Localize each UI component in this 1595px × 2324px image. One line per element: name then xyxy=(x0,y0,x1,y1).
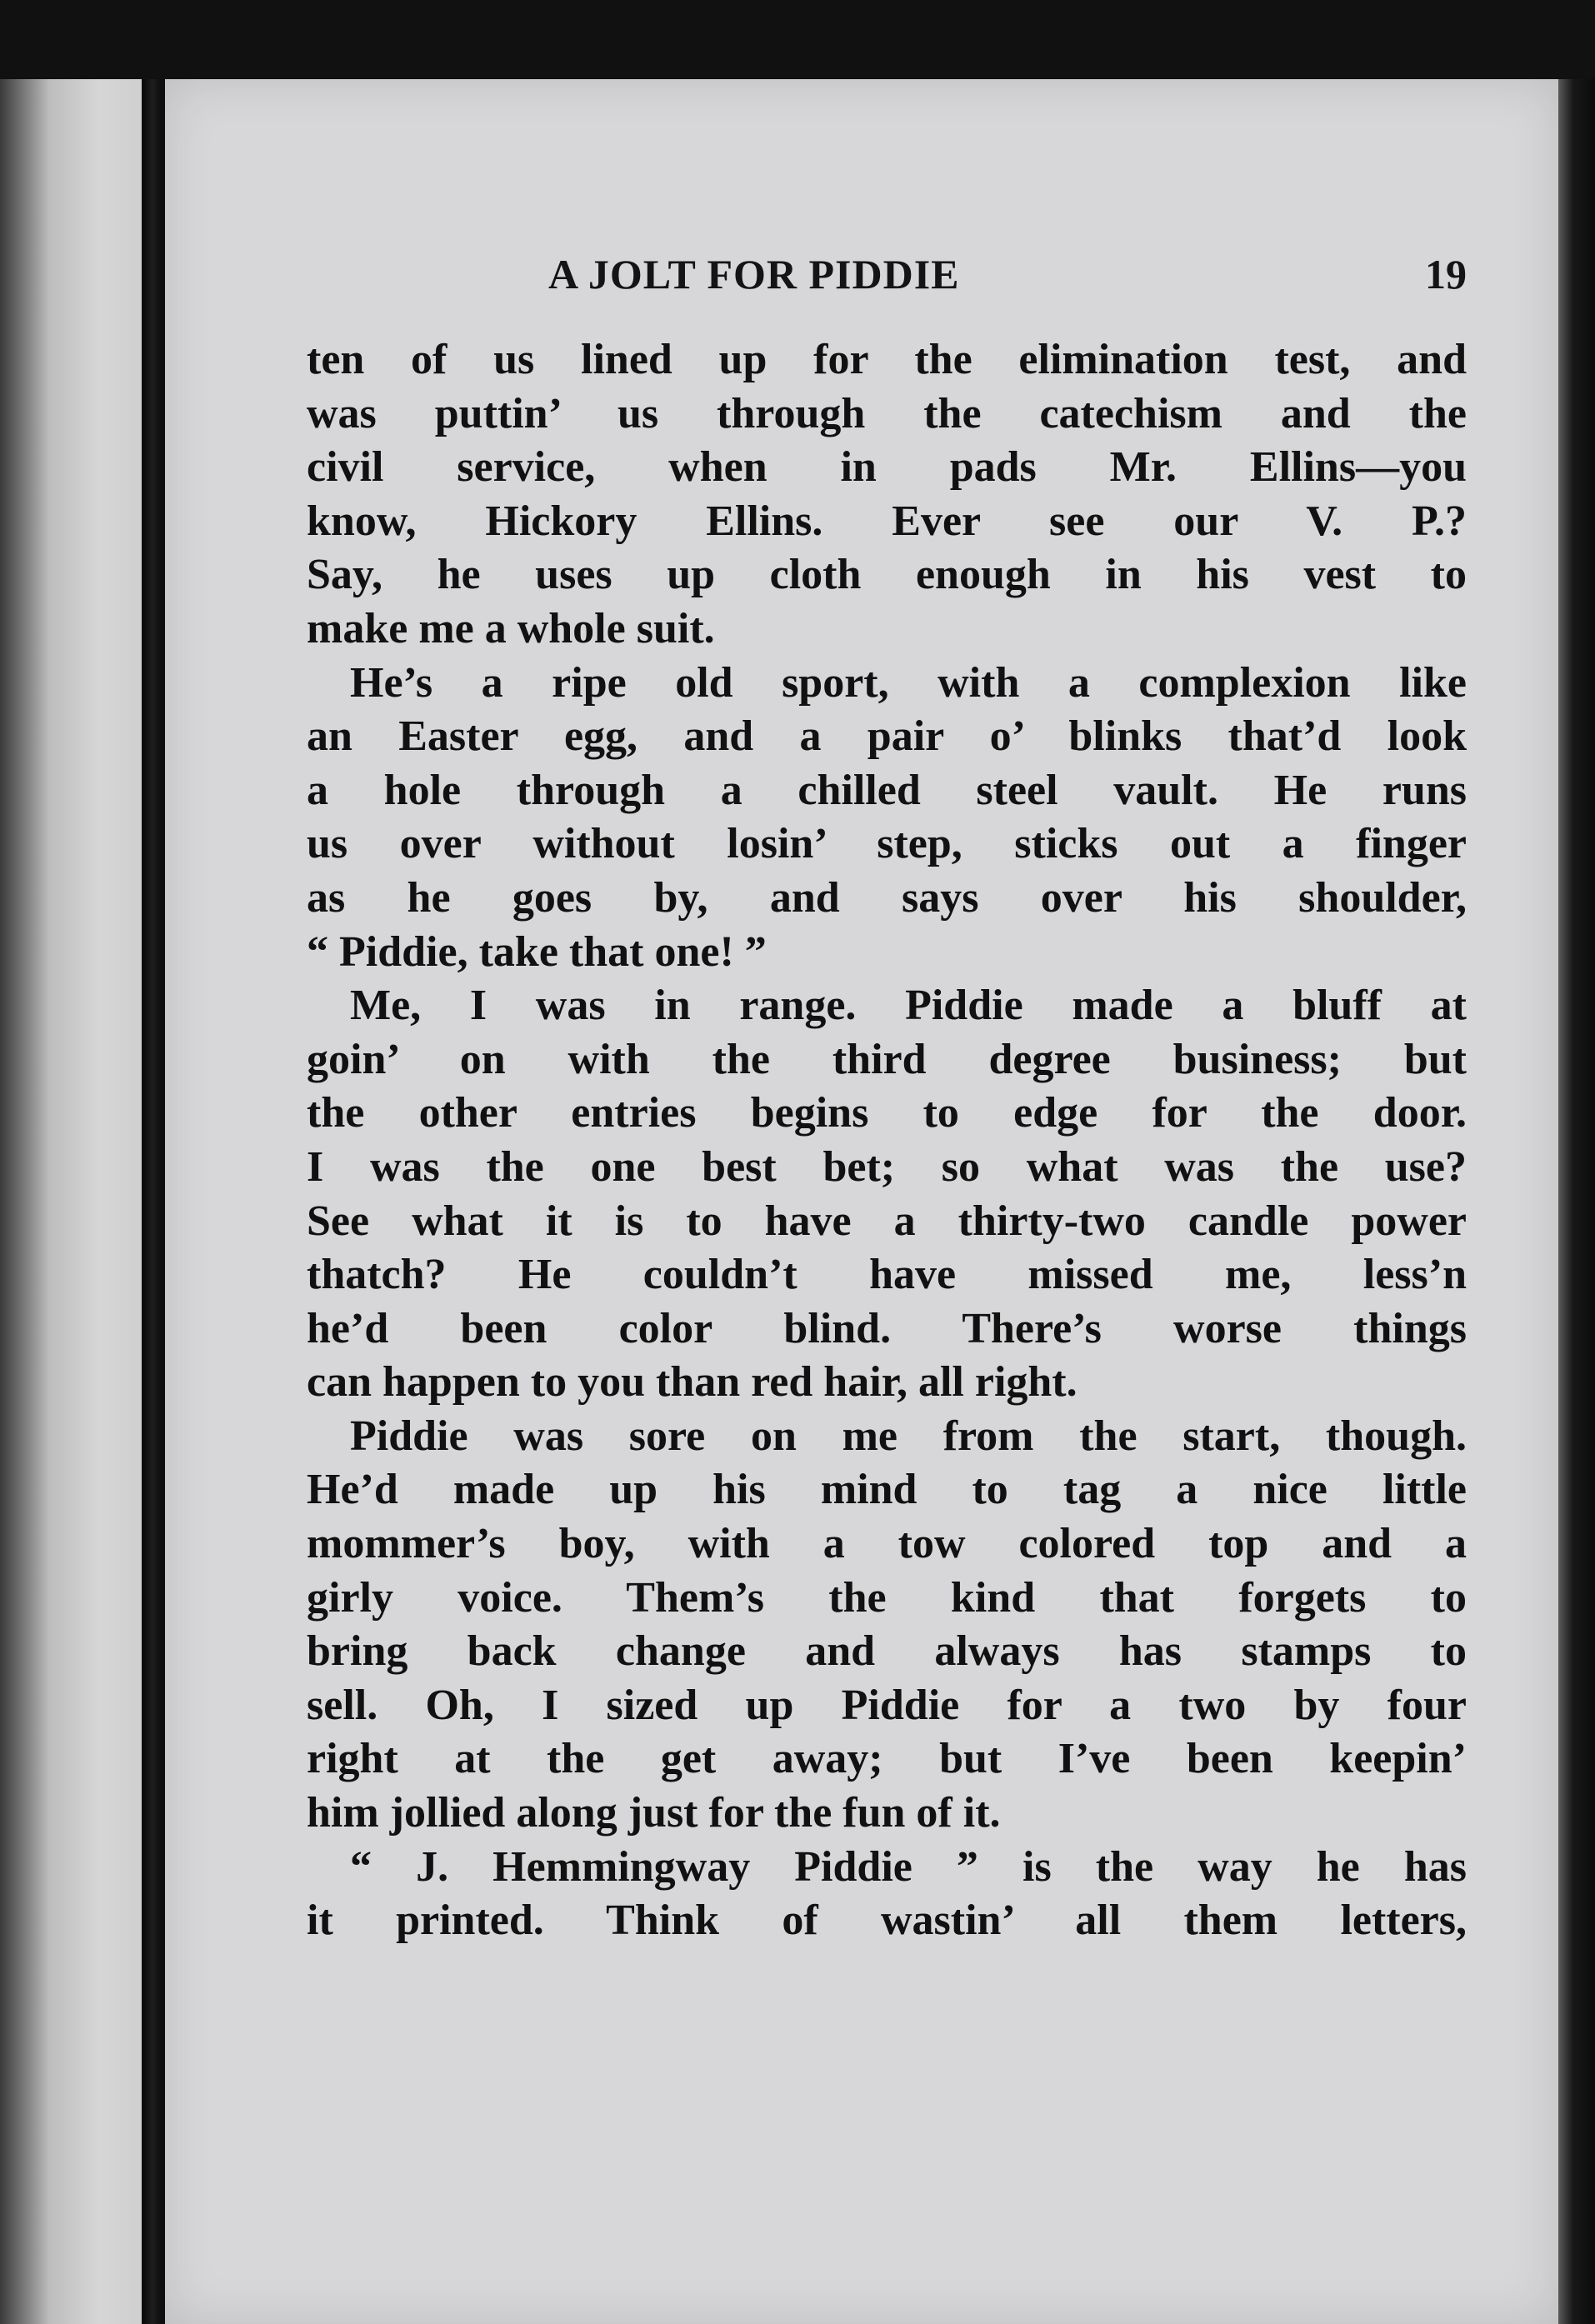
text-line: “ Piddie, take that one! ” xyxy=(307,927,767,976)
scan-top-border xyxy=(0,0,1595,79)
text-line: us over without losin’ step, sticks out a finger xyxy=(307,820,1467,868)
text-line: See what it is to have a thirty-two candle power xyxy=(307,1197,1467,1245)
text-line: thatch? He couldn’t have missed me, less’n xyxy=(307,1251,1467,1299)
text-line: He’d made up his mind to tag a nice little xyxy=(307,1466,1467,1514)
text-line: Say, he uses up cloth enough in his vest to xyxy=(307,551,1467,599)
text-line: I was the one best bet; so what was the use? xyxy=(307,1142,1467,1191)
text-line: the other entries begins to edge for the door. xyxy=(307,1089,1467,1137)
text-line: he’d been color blind. There’s worse things xyxy=(307,1304,1467,1352)
text-line: an Easter egg, and a pair o’ blinks that’d look xyxy=(307,712,1467,761)
text-line: him jollied along just for the fun of it. xyxy=(307,1789,1001,1837)
text-line: “ J. Hemmingway Piddie ” is the way he has xyxy=(350,1842,1467,1891)
text-line: know, Hickory Ellins. Ever see our V. P.? xyxy=(307,497,1467,545)
scan-right-border xyxy=(1558,79,1595,2324)
text-line: a hole through a chilled steel vault. He runs xyxy=(307,766,1467,814)
text-line: it printed. Think of wastin’ all them letters, xyxy=(307,1897,1467,1945)
book-page xyxy=(165,79,1558,2324)
text-line: goin’ on with the third degree business; but xyxy=(307,1035,1467,1083)
text-line: Me, I was in range. Piddie made a bluff at xyxy=(350,982,1467,1030)
text-line: civil service, when in pads Mr. Ellins—you xyxy=(307,443,1467,492)
text-line: can happen to you than red hair, all right. xyxy=(307,1358,1078,1407)
facing-page-edge xyxy=(0,79,142,2324)
page-number: 19 xyxy=(1425,251,1467,297)
text-line: right at the get away; but I’ve been keepin’ xyxy=(307,1735,1467,1783)
text-line: Piddie was sore on me from the start, though. xyxy=(350,1412,1467,1460)
text-line: make me a whole suit. xyxy=(307,604,715,652)
body-text xyxy=(307,333,1467,1948)
text-line: mommer’s boy, with a tow colored top and a xyxy=(307,1520,1467,1568)
book-gutter xyxy=(143,79,162,2324)
text-line: ten of us lined up for the elimination test, and xyxy=(307,336,1467,383)
running-head xyxy=(165,250,1558,333)
text-line: girly voice. Them’s the kind that forgets to xyxy=(307,1573,1467,1622)
text-line: He’s a ripe old sport, with a complexion like xyxy=(350,658,1467,707)
text-line: was puttin’ us through the catechism and the xyxy=(307,389,1467,437)
text-line: bring back change and always has stamps to xyxy=(307,1627,1467,1676)
text-line: as he goes by, and says over his shoulder, xyxy=(307,873,1467,922)
running-title: A JOLT FOR PIDDIE xyxy=(548,251,960,297)
text-line: sell. Oh, I sized up Piddie for a two by four xyxy=(307,1681,1467,1729)
